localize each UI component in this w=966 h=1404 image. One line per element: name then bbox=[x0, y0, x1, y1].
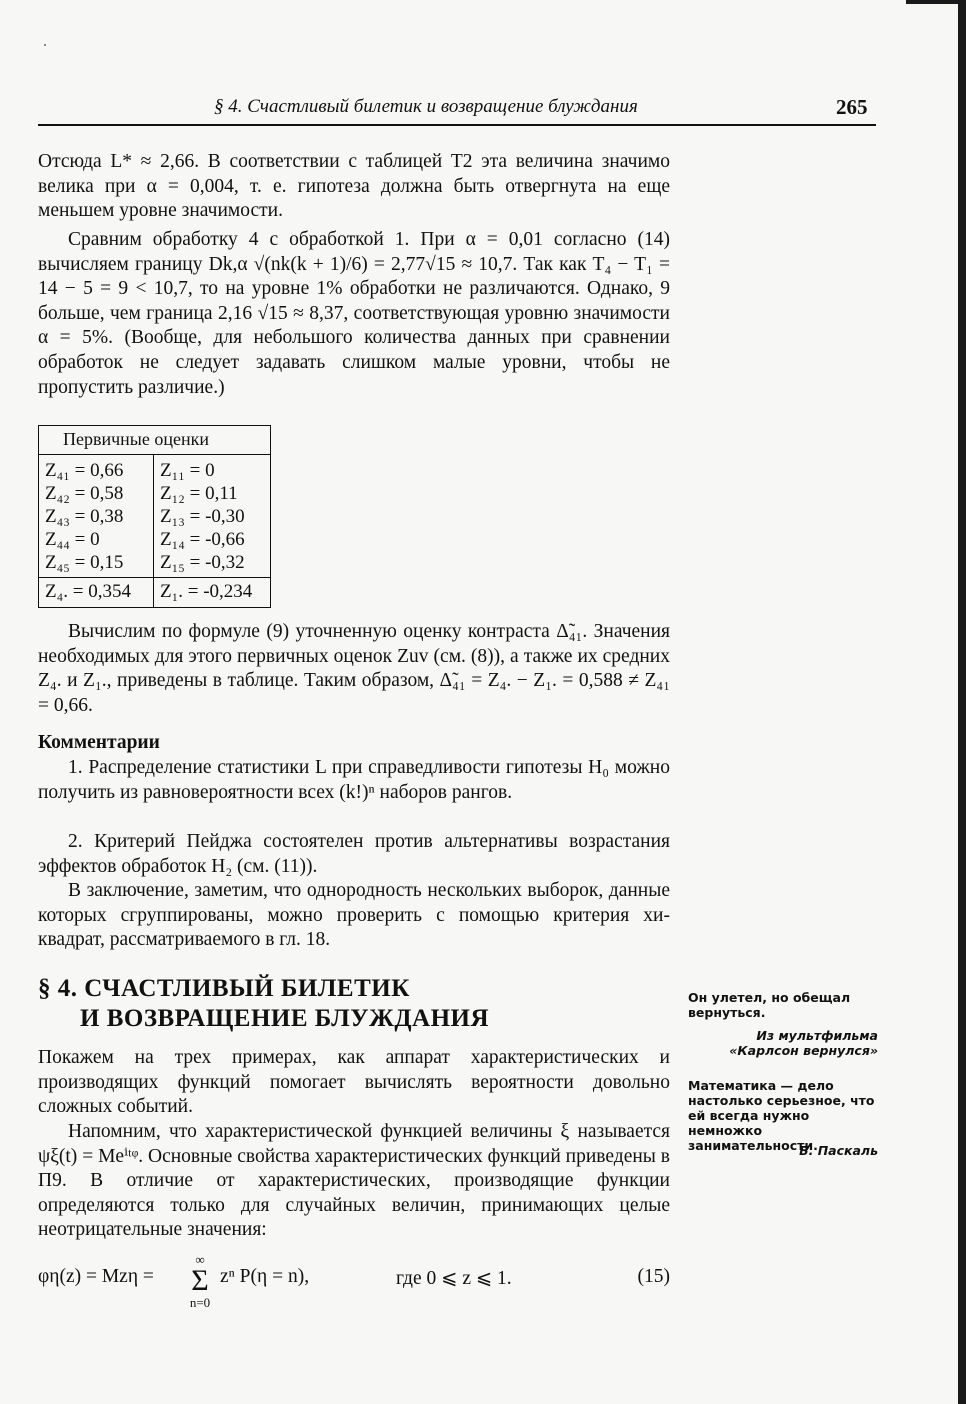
table-mean-z1: Z₁. = -0,234 bbox=[154, 578, 271, 608]
table-cell: Z₄₄ = 0 bbox=[45, 529, 100, 550]
epigraph-2-source: Б. Паскаль bbox=[799, 1143, 878, 1158]
comment-1 bbox=[38, 756, 670, 805]
comment-1-text: 1. Распределение статистики L при справедливости гипотезы H₀ можно получить из равновероятности всех (k!)ⁿ наборов рангов. bbox=[38, 757, 670, 803]
table-cell: Z₄₃ = 0,38 bbox=[45, 506, 124, 527]
sum-sign bbox=[186, 1254, 214, 1310]
paragraph-2-text: Сравним обработку 4 с обработкой 1. При α = 0,01 согласно (14) вычисляем границу Dk,α √(nk(k + 1)/6) = 2,77√15 ≈ 10,7. Так как T₄ − T₁ = 14 − 5 = 9 < 10,7, то на уровне 1% обработки не различаются. Однако, 9 больше, чем граница 2,16 √15 ≈ 8,37, соответствующая уровню значимости α = 5%. (Вообще, для небольшого количества данных при сравнении обработок не следует задавать слишком малые уровни, чтобы не пропустить различие.) bbox=[38, 229, 670, 398]
table-cell: Z₁₅ = -0,32 bbox=[160, 552, 245, 573]
paragraph-2 bbox=[38, 228, 670, 400]
comment-2 bbox=[38, 830, 670, 879]
estimates-table bbox=[38, 425, 271, 608]
epigraph-1-text: Он улетел, но обещал вернуться. bbox=[688, 990, 851, 1020]
table-col-z1 bbox=[154, 455, 271, 578]
running-header: § 4. Счастливый билетик и возвращение блуждания bbox=[214, 96, 638, 117]
section-title-line-2: И ВОЗВРАЩЕНИЕ БЛУЖДАНИЯ bbox=[80, 1005, 490, 1032]
page-corner-shadow bbox=[906, 0, 966, 4]
table-mean-z4: Z₄. = 0,354 bbox=[39, 578, 154, 608]
epigraph-1-source: Из мультфильма «Карлсон вернулся» bbox=[729, 1028, 878, 1058]
section-title-line-1: § 4. СЧАСТЛИВЫЙ БИЛЕТИК bbox=[38, 975, 410, 1002]
sum-upper-limit: ∞ bbox=[195, 1252, 205, 1267]
paragraph-1-text: Отсюда L* ≈ 2,66. В соответствии с таблицей Т2 эта величина значимо велика при α = 0,004, т. е. гипотеза должна быть отвергнута на еще меньшем уровне значимости. bbox=[38, 151, 670, 222]
page-number: 265 bbox=[836, 95, 868, 119]
section-paragraph-1-text: Покажем на трех примерах, как аппарат характеристических и производящих функций помогает вычислять вероятности довольно сложных событий. bbox=[38, 1047, 670, 1118]
sum-lower-limit: n=0 bbox=[189, 1295, 211, 1310]
sigma-symbol: Σ bbox=[191, 1264, 209, 1297]
table-cell: Z₄₁ = 0,66 bbox=[45, 460, 124, 481]
table-cell: Z₁₂ = 0,11 bbox=[160, 483, 238, 504]
table-cell: Z₁₃ = -0,30 bbox=[160, 506, 245, 527]
comment-3-text: В заключение, заметим, что однородность нескольких выборок, данные которых сгруппированы, можно проверить с помощью критерия хи-квадрат, рассматриваемого в гл. 18. bbox=[38, 880, 670, 951]
equation-number: (15) bbox=[637, 1266, 670, 1287]
table-cell: Z₄₂ = 0,58 bbox=[45, 483, 124, 504]
paragraph-3 bbox=[38, 620, 670, 718]
comment-2-text: 2. Критерий Пейджа состоятелен против альтернативы возрастания эффектов обработок H₂ (см. (11)). bbox=[38, 831, 670, 877]
formula-15 bbox=[38, 1252, 670, 1312]
section-title bbox=[38, 974, 658, 1034]
section-paragraph-1 bbox=[38, 1046, 670, 1120]
formula-condition: где 0 ⩽ z ⩽ 1. bbox=[396, 1268, 512, 1289]
header-rule bbox=[38, 124, 876, 126]
table-cell: Z₁₄ = -0,66 bbox=[160, 529, 245, 550]
formula-rhs: zⁿ P(η = n), bbox=[220, 1266, 310, 1287]
comments-heading: Комментарии bbox=[38, 732, 160, 753]
page-edge-shadow bbox=[958, 0, 966, 1404]
table-cell: Z₄₅ = 0,15 bbox=[45, 552, 124, 573]
speck bbox=[44, 44, 46, 46]
paragraph-3-text: Вычислим по формуле (9) уточненную оценку контраста Δ̃₄₁. Значения необходимых для этого первичных оценок Zuv (см. (8)), а также их средних Z₄. и Z₁., приведены в таблице. Таким образом, Δ̃₄₁ = Z₄. − Z₁. = 0,588 ≠ Z₄₁ = 0,66. bbox=[38, 621, 670, 716]
table-cell: Z₁₁ = 0 bbox=[160, 460, 215, 481]
comment-3 bbox=[38, 879, 670, 953]
table-header: Первичные оценки bbox=[39, 426, 271, 455]
table-col-z4 bbox=[39, 455, 154, 578]
epigraph-2-text: Математика — дело настолько серьезное, что ей всегда нужно немножко занимательности. bbox=[688, 1078, 875, 1153]
paragraph-1 bbox=[38, 150, 670, 224]
formula-lhs: φη(z) = Mzη = bbox=[38, 1266, 154, 1287]
section-paragraph-2-text: Напомним, что характеристической функцией величины ξ называется ψξ(t) = Meⁱᵗᵠ. Основные свойства характеристических функций приведены в П9. В отличие от характеристических, производящие функции определяются только для случайных величин, принимающих целые неотрицательные значения: bbox=[38, 1121, 670, 1241]
section-paragraph-2 bbox=[38, 1120, 670, 1243]
